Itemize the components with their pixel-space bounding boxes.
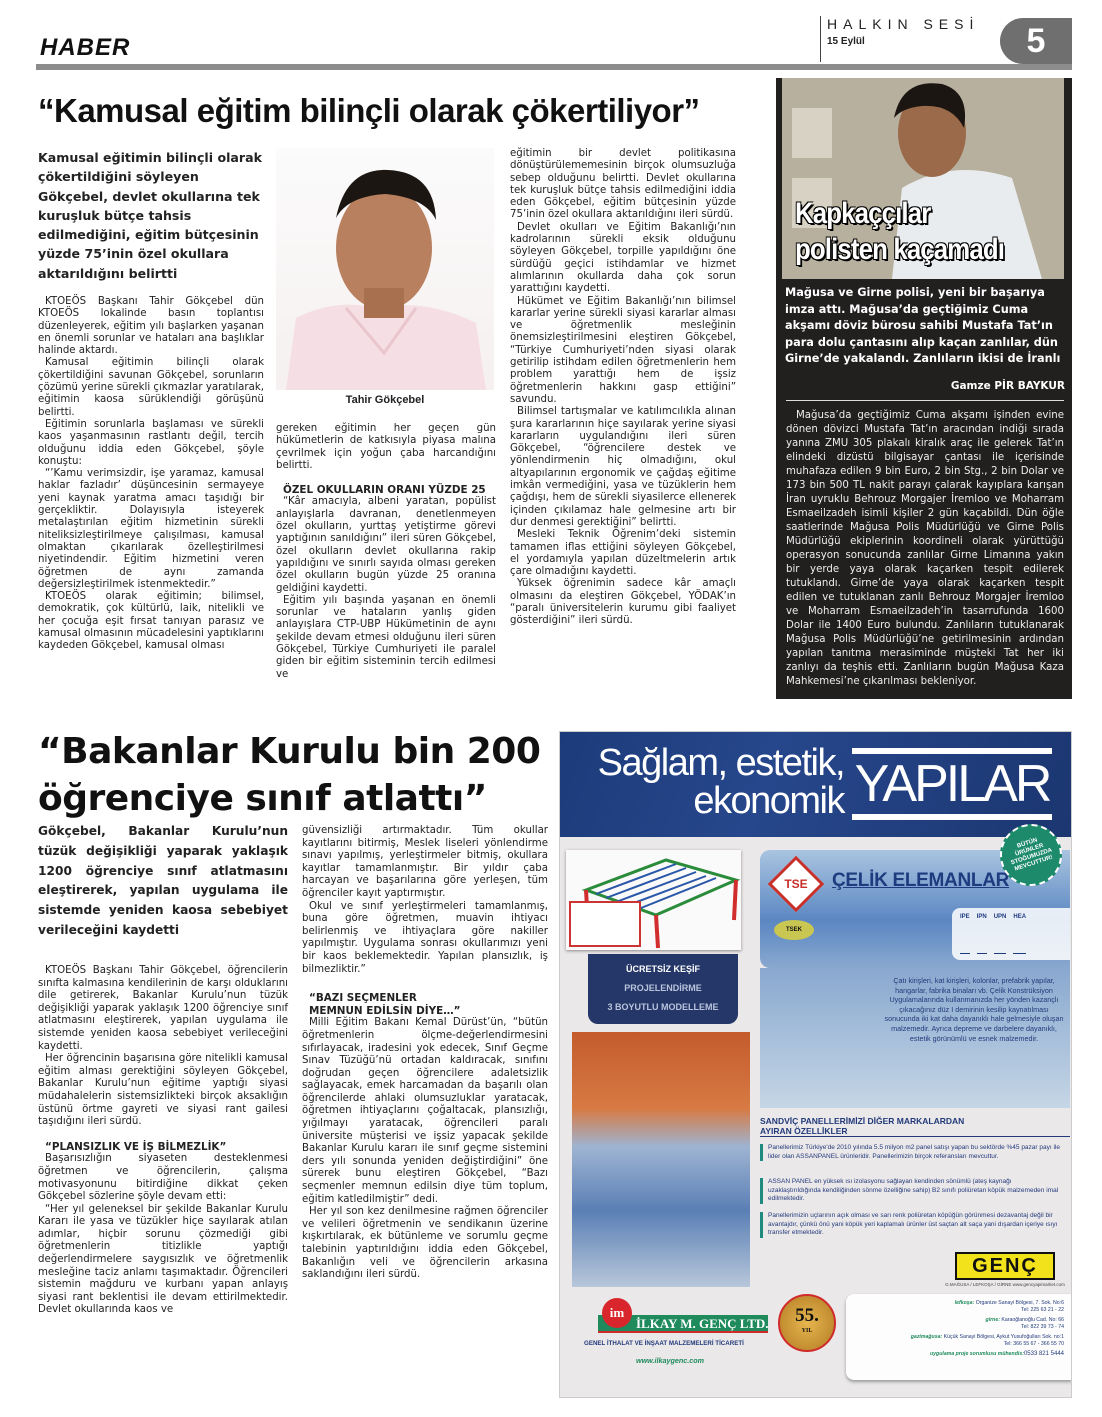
contact-phone: Tel: 225 63 21 - 22 (1021, 1307, 1064, 1313)
paragraph: “Kâr amacıyla, albeni yaratan, popülist anlayışlarla davranan, denetlenmeyen özel okulların, yurttaş yetiştirme görevi yaptığının sanıldığını” ileri süren Gökçebel, özel okulların devlet okullarına rakip yapıldığını ve sınırlı sayıda olması gereken özel okulların bugün yüzde 25 oranına geldiğini kaydetti. (276, 496, 496, 594)
steel-frame-render-icon (566, 850, 741, 950)
masthead-name: HALKIN SESİ (827, 16, 980, 32)
profile-label: IPN (977, 914, 987, 954)
subheading (302, 992, 548, 1017)
article1-column-3 (510, 148, 736, 628)
ad-service: ÜCRETSİZ KEŞİF (625, 964, 700, 974)
paragraph: KTOEÖS Başkanı Tahir Gökçebel dün KTOEÖS lokalinde basın toplantısı düzenleyerek, eğitim yılı başlarken yaşanan en önemli sorunlar ve hataları ana başlıklar halinde aktardı. (38, 296, 264, 357)
sidebar-headline-line-1: Kapkaççılar (795, 197, 931, 230)
contact-lefkosa (850, 1300, 1064, 1314)
paragraph: Eğitim yılı başında yaşanan en önemli sorunlar ve hataların yanlış giden anlayışlara CTP-UBP Hükümetinin de aynı şekilde devam etmesi olduğunu ileri süren Gökçebel, Türkiye Cumhuriyeti ile paralel giden bir eğitim sisteminin tercih edilmesi ve (276, 594, 496, 680)
ad-sandwich-title-line-1: SANDVİÇ PANELLERİMİZİ DİĞER MARKALARDAN (760, 1116, 965, 1126)
paragraph: Devlet okulları ve Eğitim Bakanlığı’nın kadrolarının sürekli eksik olduğunu söyleyen Gökçebel, torpille yapıldığını öne sürdüğü geçici istihdamlar ve hizmet alımlarının okullarda daha çok sorun yarattığını kaydetti. (510, 221, 736, 295)
masthead (820, 16, 979, 62)
article1-lead: Kamusal eğitimin bilinçli olarak çökertildiğini söyleyen Gökçebel, devlet okullarına tek kuruşluk bütçe tahsis edilmediğini, eğitim bütçesinin yüzde 75’inin özel okullara aktarıldığını belirtti (38, 150, 263, 281)
paragraph: Mağusa’da geçtiğimiz Cuma akşamı işinden evine dönen dövizci Mustafa Tat’ın aracından indiği sırada yanına ZMU 305 plakalı kiralık araç ile gelerek Tat’ın elindeki dizüstü bilgisayar çantası ile içerisinde muhafaza edilen 9 bin Euro, 2 bin Stg., 2 bin Dolar ve 173 bin 500 TL nakit parayı çalarak kayıplara karışan İran uyruklu Behrouz Morgajer İremloo ve Moharram Esmaeilzadeh isimli kişiler 2 gün kaçabildi. Dün öğle saatlerinde Mağusa Polis Müdürlüğü ve Girne Polis Müdürlüğü ekiplerinin koordineli olarak yürüttüğü operasyon sonucunda zanlılar Girne Limanına yakın bir yerde yaya olarak kaçarken tespit edilerek tutuklandı. Girne’de yaya olarak kaçarken tespit edilen ve tutuklanan zanlı Behrouz Morgajer İremloo ve Moharram Esmaeilzadeh’in tasarrufunda 1600 Dolar ile 1400 Euro bulundu. Zanlıların tutuklanarak Mağusa Polis Müdürlüğü’ne getirilmesinin ardından yapılan tanıtma merasiminde müşteki Tat her iki zanlıyı da teşhis etti. Zanlıların bugün Mağusa Kaza Mahkemesi’ne çıkarılması bekleniyor. (786, 410, 1064, 687)
paragraph: Her yıl son kez denilmesine rağmen öğrenciler ve velileri öğretmenin ve sendikanın üzerine kışkırtılarak, ek bütünleme ve sorumlu geçme talebinin yaptırıldığını iddia eden Gökçebel, Bakanlığın veli ve öğrencilerin arkasına saklandığını ileri sürdü. (302, 1206, 548, 1281)
ad-construction-photo (572, 1032, 750, 1287)
company-name: İLKAY M. GENÇ LTD. (598, 1315, 768, 1333)
article2-headline-line-2: öğrenciye sınıf atlattı” (38, 778, 487, 819)
contact-city: lefkoşa: (954, 1300, 975, 1306)
anniversary-badge (778, 1294, 836, 1352)
contact-phone: Tel: 822 39 73 - 74 (1021, 1324, 1064, 1330)
page-number: 5 (1000, 18, 1072, 64)
genc-logo: GENÇ (955, 1252, 1055, 1280)
portrait-image (276, 148, 494, 390)
ad-3d-render (566, 850, 741, 950)
article2-column-1 (38, 965, 288, 1317)
ad-service: PROJELENDİRME (624, 983, 702, 993)
sidebar-body (786, 409, 1064, 689)
engineer-label: uygulama proje sorumlusu mühendis: (929, 1351, 1024, 1357)
contact-gazimagusa (850, 1334, 1064, 1348)
contact-phone: Tel: 366 55 67 - 366 55 70 (1003, 1341, 1064, 1347)
contact-address: Karaoğlanoğlu Cad. No: 66 (1001, 1317, 1064, 1323)
tse-logo-text: TSE (784, 877, 808, 891)
tse-logo (768, 856, 825, 913)
paragraph: Yüksek öğrenimin sadece kâr amaçlı olmasını da eleştiren Gökçebel, YÖDAK’ın “paralı üniversitelerin kurumu gibi faaliyet gösterdiğini” ileri sürdü. (510, 578, 736, 627)
ad-steel-title: ÇELİK ELEMANLAR (832, 870, 1010, 891)
paragraph: Bilimsel tartışmalar ve katılımcılıkla alınan şura kararlarının hiçe sayılarak yerine siyasi kararların uygulandığını ileri süren Gökçebel, “öğrencilere destek ve yönlendirmenin hiç olmadığını, okul altyapılarının ergonomik ve çağdaş eğitime imkân vermediğini, yasa ve tüzüklerin hem çağdışı, hem de sürekli siyasilerce ellenerek içinden çıkılamaz hale gelmesine artı bir dur denmesi gerektiğini” belirtti. (510, 406, 736, 528)
ad-stock-stamp: BÜTÜN ÜRÜNLER STOĞUMUZDA MEVCUTTUR! (992, 816, 1070, 894)
ad-feature: Panellerimiz Türkiye'de 2010 yılında 5.5 milyon m2 panel satışı yapan bu sektörde %45 pazar payı ile lider olan ASSANPANEL ürünleridir. Panellerimizin birçok referansları mevcuttur. (760, 1144, 1065, 1161)
ad-steel-description: Çatı kirişleri, kat kirişleri, kolonlar, prefabrik yapılar, hangarlar, fabrika binaları vb. Çelik Konstrüksiyon Uygulamalarında kullanmanızda her yönden kazançlı çıkacağınız düz I demirinin kesilip kaynatılması sonucunda iki kat daha dayanıklı hale gelmesiyle oluşan malzemedir. Ayrıca depreme ve darbelere dayanıklı, estetik görünümlü ve esnek malzemedir. (884, 976, 1064, 1043)
article1-headline: “Kamusal eğitim bilinçli olarak çökertiliyor” (38, 92, 700, 129)
paragraph: KTOEÖS Başkanı Tahir Gökçebel, öğrencilerin sınıfta kalmasına kendilerinin de karşı olduklarını dile getirerek, Bakanlar Kurulu’nun tüzük değişikliği yaparak yaklaşık 1200 öğrenciye sınıf atlatmasını eleştirerek, yapılan uygulama ile sistemde yeniden kaosa sebebiyet verileceğini kaydetti. (38, 965, 288, 1052)
paragraph: “Her yıl geleneksel bir şekilde Bakanlar Kurulu Kararı ile yasa ve tüzükler hiçe sayılarak atılan adımlar, hiçbir sorunu çözmediği gibi öğretmenlerin titizlikle yaptığı değerlendirmelere saygısızlık ve öğretmenlik mesleğine taciz anlamı taşımaktadır. Öğrencileri sistemin mağduru ve kurbanı yapan anlayış siyasi rant beklentisi ile devam ettirilmektedir. Devlet okullarında kaos ve (38, 1203, 288, 1316)
tsek-badge: TSEK (774, 920, 814, 940)
profile-label: IPE (960, 914, 970, 954)
article2-headline-line-1: “Bakanlar Kurulu bin 200 (38, 731, 541, 772)
paragraph: Eğitimin sorunlarla başlaması ve sürekli kaos yaşanmasının rastlantı değil, tercih olduğunu iddia eden Gökçebel, şöyle konuştu: (38, 418, 264, 467)
paragraph: gereken eğitimin her geçen gün hükümetlerin de katkısıyla piyasa malına çevrilmek için yoğun çaba harcandığını belirtti. (276, 423, 496, 471)
section-label: HABER (40, 34, 131, 61)
paragraph: Milli Eğitim Bakanı Kemal Dürüst’ün, “bütün öğretmenlerin ölçme-değerlendirmesini sıfırlayacak, iradesini yok edecek, Sınıf Geçme Sınav Tüzüğü’nü ortadan kaldıracak, sınıfını doğrudan geçen öğrencilere adaletsizlik sağlayacak, emek harcamadan da başarılı olan öğrencilerde ahlaki olumsuzluklar yaratacak, öğretmen ihtiyaçlarını çoğaltacak, plansızlığı, yığılmayı yaratacak, öğrencileri paralı üniversite müşterisi ve işsiz yapacak şekilde Bakanlar Kurulu kararı ile sınıf geçme sistemini ders yılı sonunda yeniden değiştirdiğini” öne sürerek bunu eleştiren Gökçebel, “Bazı seçmenler memnun edilsin diye tüm toplum, eğitim katledilmiştir” dedi. (302, 1017, 548, 1205)
contact-city: gazimağusa: (910, 1334, 943, 1340)
issue-date: 15 Eylül (827, 36, 865, 47)
contact-engineer (850, 1351, 1064, 1358)
paragraph: eğitimin bir devlet politikasına dönüştürülememesinin birçok olumsuzluğa sebep olduğunu belirtti. Devlet okullarına tek kuruşluk bütçe tahsis edilmediğini iddia eden Gökçebel, eğitim bütçesinin yüzde 75’inin özel okullara aktarıldığını ileri sürdü. (510, 148, 736, 221)
paragraph: güvensizliği artırmaktadır. Tüm okullar kayıtlarını bitirmiş, Meslek liseleri yönlendirme sınavı yapılmış, yerleştirmeler bitmiş, okullara kayıtlar tamamlanmıştır. Bir yıldır çaba harcayan ve başarılarına göre yerleşen, tüm öğrenciler kayıt yaptırmıştır. (302, 825, 548, 899)
contact-address: Organize Sanayi Bölgesi, 7. Sok. No:6 (975, 1300, 1064, 1306)
advertisement (559, 731, 1072, 1398)
paragraph: “’Kamu verimsizdir, işe yaramaz, kamusal haklar fazladır’ düşüncesinin sermayeye yeni kaynak yaratma amacı taşıdığı bir gerçekliktir. Dolayısıyla isteyerek metalaştırılan eğitim hizmetinin sürekli niteliksizleştirilmeye çalışılması, kamusal olmaktan çıkarılarak özelleştirilmesi niyetindendir. Eğitim hizmetini veren öğretmen de aynı zamanda değersizleştirilmek istenmektedir.” (38, 468, 264, 590)
ad-slogan-line-1: Sağlam, estetik, (597, 742, 844, 784)
article2-lead: Gökçebel, Bakanlar Kurulu’nun tüzük değişikliği yaparak yaklaşık 1200 öğrenciye sınıf atlatmasını eleştirerek, yapılan uygulama ile sistemde yeniden kaosa sebebiyet verileceğini kaydetti (38, 824, 288, 937)
sidebar-divider (786, 400, 1064, 401)
sidebar-headline-line-2: polisten kaçamadı (795, 233, 1005, 266)
contact-city: girne: (985, 1317, 1000, 1323)
contact-card (846, 1294, 1072, 1380)
ad-banner (560, 732, 1072, 837)
genc-subtitle: G.MAĞUSA / LEFKOŞA / GİRNE www.gencyapimarket.com (945, 1282, 1065, 1287)
company-website[interactable]: www.ilkaygenc.com (636, 1356, 705, 1365)
ad-profiles (952, 908, 1070, 960)
subheading: ÖZEL OKULLARIN ORANI YÜZDE 25 (283, 484, 486, 497)
ad-feature: Panellerimizin uçlarının açık olması ve sarı renk poliüretan köpüğün görünmesi dezavantaj değil bir avantajdır, çünkü önü yani köpük yeri kaplamalı ürünler üst saçtan alt saça yani dışardan içeriye ısıyı transfer etmektedir. (760, 1212, 1065, 1238)
photo-caption: Tahir Gökçebel (345, 394, 425, 406)
article2-headline (38, 728, 540, 822)
sidebar-headline (795, 196, 1004, 268)
anniversary-number: 55. (795, 1305, 819, 1326)
ad-sandwich-title-line-2: AYIRAN ÖZELLİKLER (760, 1126, 848, 1136)
engineer-phone: 0533 821 5444 (1023, 1351, 1064, 1357)
subheading-line-2: MEMNUN EDİLSİN DİYE…” (309, 1004, 461, 1017)
paragraph: KTOEÖS olarak eğitimin; bilimsel, demokratik, çok kültürlü, laik, nitelikli ve her çocuğa eşit fırsat tanıyan parasız ve kamusal olmasının mücadelesini yaptıklarını kaydeden Gökçebel, kamusal olması (38, 591, 264, 652)
paragraph: Hükümet ve Eğitim Bakanlığı’nın bilimsel kararlar yerine sürekli siyasi kararlar alması ve öğretmenlik mesleğinin önemsizleştirilmesini eleştiren Gökçebel, “Türkiye Cumhuriyeti’nden siyasi olarak getirilip istihdam edilen öğretmenlerin hem problem yarattığı hem de işsiz öğretmenlerin hakkını gasp ettiğini” savundu. (510, 295, 736, 405)
profile-label: HEA (1013, 914, 1026, 954)
ad-slogan-line-2: ekonomik (693, 780, 844, 822)
ad-slogan (574, 744, 844, 820)
ad-sandwich-title (760, 1116, 1070, 1137)
paragraph: Kamusal eğitimin bilinçli olarak çökertildiğini savunan Gökçebel, sorunların çözümü yerine sürekli çıkmazlar yaratılarak, eğitimin kaosa sürüklendiği görüşünü belirtti. (38, 357, 264, 418)
anniversary-label: YIL (801, 1328, 813, 1334)
profile-label: UPN (994, 914, 1007, 954)
ad-services-box (588, 954, 738, 1024)
subheading-line-1: “BAZI SEÇMENLER (309, 992, 417, 1005)
subheading: “PLANSIZLIK VE İŞ BİLMEZLİK” (45, 1140, 227, 1153)
paragraph: Her öğrencinin başarısına göre nitelikli kamusal eğitim alması gerektiğini söyleyen Gökçebel, Bakanlar Kurulu’nun eğitime yaptığı siyasi müdahalelerin sistemsizlikteki birçok aksaklığın üstünü örtme gayreti ve siyasi rant gailesi taşıdığını ileri sürdü. (38, 1053, 288, 1128)
company-description: GENEL İTHALAT VE İNŞAAT MALZEMELERİ TİCARETİ (584, 1340, 744, 1347)
ad-slogan-big: YAPILAR (852, 748, 1052, 820)
paragraph: Başarısızlığın siyaseten desteklenmesi öğretmen ve öğrencilerin, çalışma motivasyonunu bitirdiğine dikkat çeken Gökçebel sözlerine şöyle devam etti: (38, 1153, 288, 1203)
article1-column-1 (38, 296, 264, 653)
sidebar-lead: Mağusa ve Girne polisi, yeni bir başarıya imza attı. Mağusa’da geçtiğimiz Cuma akşamı döviz bürosu sahibi Mustafa Tat’ın para dolu çantasını alıp kaçan zanlılar, dün Girne’de yakalandı. Zanlıların ikisi de İranlı (785, 286, 1061, 365)
contact-address: Küçük Sanayi Bölgesi, Aykut Yusufoğulları Sok. no:1 (943, 1334, 1064, 1340)
article1-column-2 (276, 423, 496, 681)
byline: Gamze PİR BAYKUR (950, 380, 1065, 392)
ad-feature: ASSAN PANEL en yüksek ısı izolasyonu sağlayan kendinden sönümlü (ateş kaynağı uzaklaştırıldığında kendiliğinden sönme özelliğine sahip) B2 sınıfı poliüretan köpük malzemeden imal edilmektedir. (760, 1178, 1065, 1204)
ad-service: 3 BOYUTLU MODELLEME (607, 1002, 719, 1012)
article2-column-2 (302, 825, 548, 1282)
portrait-photo (276, 148, 494, 390)
paragraph: Mesleki Teknik Öğrenim’deki sistemin tamamen iflas ettiğini söyleyen Gökçebel, el yordamıyla yapılan düzeltmelerin artık çare olmadığını kaydetti. (510, 529, 736, 578)
contact-girne (850, 1317, 1064, 1331)
paragraph: Okul ve sınıf yerleştirmeleri tamamlanmış, buna göre öğretmen, muavin ihtiyacı belirlenmiş ve ihtiyaçlara göre nakiller yapılmıştır. Uygulama sonrası okullarımızı yeni bir kaos beklemektedir. Yapılan plansızlık, iş bilmezliktir.” (302, 900, 548, 975)
company-logo-icon: im (602, 1298, 632, 1328)
header-rule (36, 64, 1072, 70)
